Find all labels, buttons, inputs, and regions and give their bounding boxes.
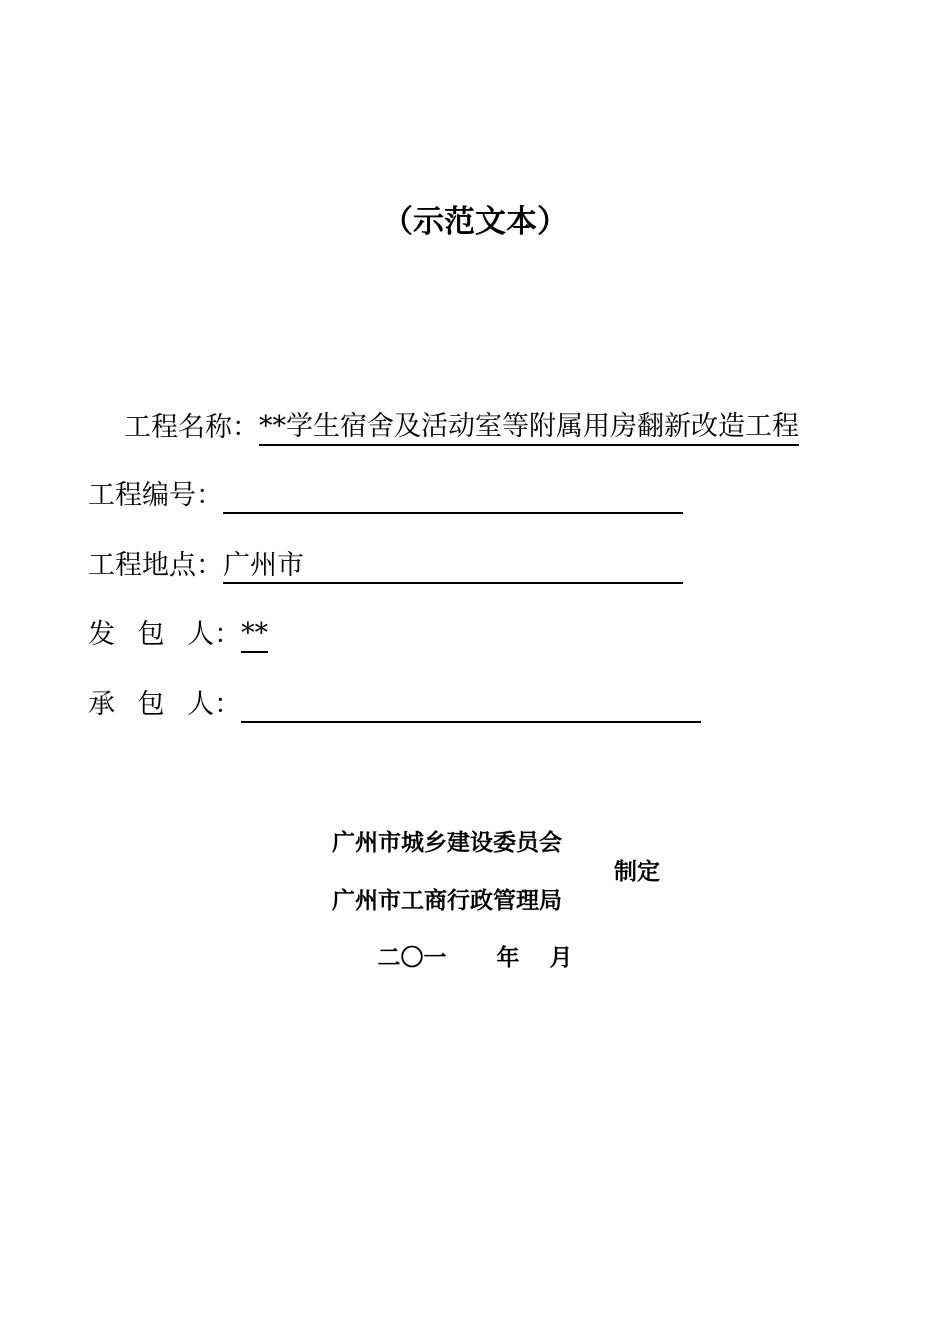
field-contractor: [88, 687, 701, 723]
project-number-label: 工程编号：: [88, 480, 223, 511]
project-name-label: 工程名称：: [124, 412, 259, 443]
contractor-blank: [241, 687, 701, 723]
project-number-blank: [223, 478, 683, 514]
issuer-org-1: 广州市城乡建设委员会: [332, 830, 562, 856]
field-project-number: [88, 478, 683, 514]
project-location-value: 广州市: [223, 548, 683, 584]
field-project-name: [124, 410, 799, 446]
project-name-value: **学生宿舍及活动室等附属用房翻新改造工程: [259, 410, 799, 446]
employer-value: **: [241, 617, 268, 653]
issuer-suffix: 制定: [614, 859, 660, 885]
document-subtitle: （示范文本）: [382, 204, 568, 240]
field-employer: [88, 617, 268, 653]
date-year-prefix: 二〇一: [377, 945, 447, 971]
issuer-org-2: 广州市工商行政管理局: [332, 888, 562, 914]
date-month-unit: 月: [549, 945, 573, 971]
project-location-label: 工程地点：: [88, 550, 223, 581]
issue-date: [0, 942, 950, 974]
employer-label: 发 包 人：: [88, 619, 242, 650]
field-project-location: [88, 548, 683, 584]
contractor-label: 承 包 人：: [88, 689, 242, 720]
date-year-unit: 年: [496, 945, 520, 971]
